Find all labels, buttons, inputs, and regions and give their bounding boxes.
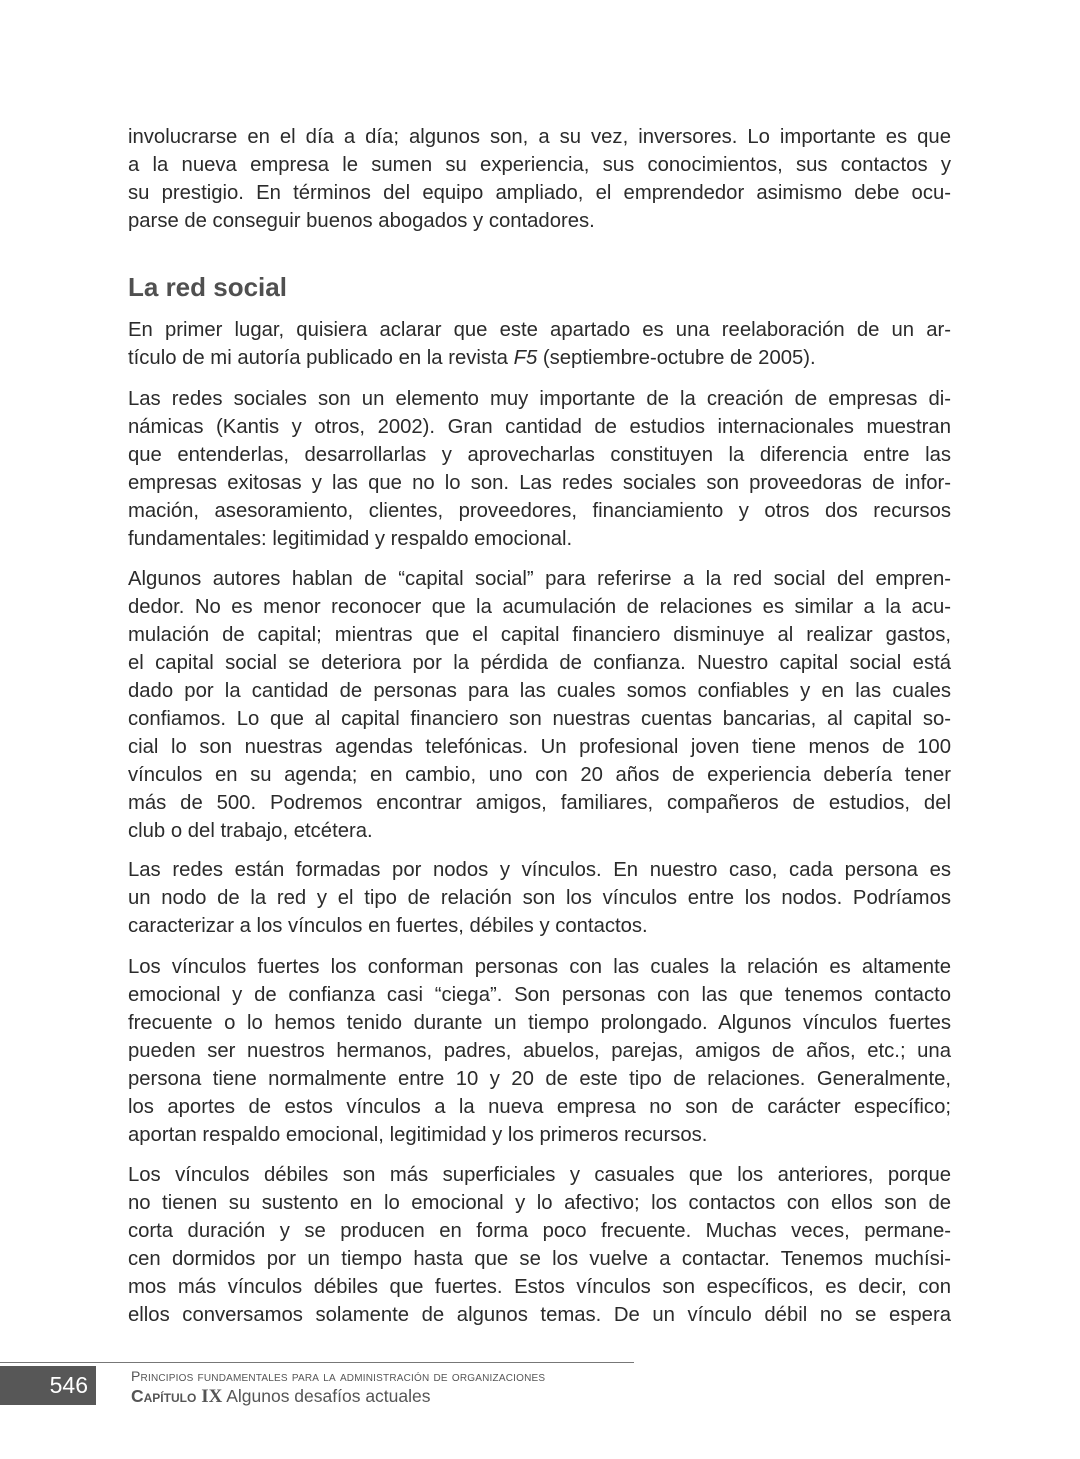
footer-divider bbox=[0, 1362, 634, 1363]
text-line: persona tiene normalmente entre 10 y 20 de este tipo de relaciones. Generalmente, bbox=[128, 1068, 951, 1090]
text-line: pueden ser nuestros hermanos, padres, abuelos, parejas, amigos de años, etc.; una bbox=[128, 1040, 951, 1062]
paragraph bbox=[128, 385, 951, 553]
text-line: su prestigio. En términos del equipo ampliado, el emprendedor asimismo debe ocu- bbox=[128, 182, 951, 204]
text-line: mulación de capital; mientras que el capital financiero disminuye al realizar gastos, bbox=[128, 624, 951, 646]
text-line: parse de conseguir buenos abogados y contadores. bbox=[128, 210, 595, 232]
text-line: que entenderlas, desarrollarlas y aprovecharlas constituyen la diferencia entre las bbox=[128, 444, 951, 466]
text-line: el capital social se deteriora por la pérdida de confianza. Nuestro capital social está bbox=[128, 652, 951, 674]
text-line: confiamos. Lo que al capital financiero son nuestras cuentas bancarias, al capital so- bbox=[128, 708, 951, 730]
paragraph bbox=[128, 1161, 951, 1329]
text-line: fundamentales: legitimidad y respaldo emocional. bbox=[128, 528, 573, 550]
text-line: Las redes están formadas por nodos y vínculos. En nuestro caso, cada persona es bbox=[128, 859, 951, 881]
text-line: ellos conversamos solamente de algunos temas. De un vínculo débil no se espera bbox=[128, 1304, 951, 1326]
text-line: Los vínculos débiles son más superficiales y casuales que los anteriores, porque bbox=[128, 1164, 951, 1186]
paragraph-intro bbox=[128, 316, 951, 372]
text-line: vínculos en su agenda; en cambio, uno con 20 años de experiencia debería tener bbox=[128, 764, 951, 786]
text-line: cial lo son nuestras agendas telefónicas. Un profesional joven tiene menos de 100 bbox=[128, 736, 951, 758]
text-line: no tienen su sustento en lo emocional y lo afectivo; los contactos con ellos son de bbox=[128, 1192, 951, 1214]
text-line: tículo de mi autoría publicado en la revista F5 (septiembre-octubre de 2005). bbox=[128, 347, 816, 369]
paragraph-continued bbox=[128, 123, 951, 235]
text-line: Las redes sociales son un elemento muy importante de la creación de empresas di- bbox=[128, 388, 951, 410]
text-line: Los vínculos fuertes los conforman personas con las cuales la relación es altamente bbox=[128, 956, 951, 978]
text-line: mos más vínculos débiles que fuertes. Estos vínculos son específicos, es decir, con bbox=[128, 1276, 951, 1298]
text-line: Algunos autores hablan de “capital social” para referirse a la red social del empren- bbox=[128, 568, 951, 590]
text-line: un nodo de la red y el tipo de relación son los vínculos entre los nodos. Podríamos bbox=[128, 887, 951, 909]
book-title: Principios fundamentales para la administración de organizaciones bbox=[131, 1368, 546, 1384]
chapter-title: Capítulo IX Algunos desafíos actuales bbox=[131, 1386, 431, 1407]
text-line: involucrarse en el día a día; algunos son, a su vez, inversores. Lo importante es que bbox=[128, 126, 951, 148]
section-heading: La red social bbox=[128, 272, 287, 302]
text-line: emocional y de confianza casi “ciega”. Son personas con las que tenemos contacto bbox=[128, 984, 951, 1006]
text-line: aportan respaldo emocional, legitimidad y los primeros recursos. bbox=[128, 1124, 708, 1146]
text-line: a la nueva empresa le sumen su experiencia, sus conocimientos, sus contactos y bbox=[128, 154, 951, 176]
page-number: 546 bbox=[0, 1366, 96, 1405]
text-line: más de 500. Podremos encontrar amigos, familiares, compañeros de estudios, del bbox=[128, 792, 951, 814]
text-line: En primer lugar, quisiera aclarar que este apartado es una reelaboración de un ar- bbox=[128, 319, 951, 341]
paragraph bbox=[128, 953, 951, 1149]
paragraph bbox=[128, 565, 951, 845]
text-line: námicas (Kantis y otros, 2002). Gran cantidad de estudios internacionales muestran bbox=[128, 416, 951, 438]
text-line: mación, asesoramiento, clientes, proveedores, financiamiento y otros dos recursos bbox=[128, 500, 951, 522]
text-line: los aportes de estos vínculos a la nueva empresa no son de carácter específico; bbox=[128, 1096, 951, 1118]
text-line: cen dormidos por un tiempo hasta que se los vuelve a contactar. Tenemos muchísi- bbox=[128, 1248, 951, 1270]
text-line: dado por la cantidad de personas para las cuales somos confiables y en las cuales bbox=[128, 680, 951, 702]
text-line: frecuente o lo hemos tenido durante un tiempo prolongado. Algunos vínculos fuertes bbox=[128, 1012, 951, 1034]
text-line: empresas exitosas y las que no lo son. Las redes sociales son proveedoras de infor- bbox=[128, 472, 951, 494]
paragraph bbox=[128, 856, 951, 940]
text-line: caracterizar a los vínculos en fuertes, débiles y contactos. bbox=[128, 915, 648, 937]
text-line: dedor. No es menor reconocer que la acumulación de relaciones es similar a la acu- bbox=[128, 596, 951, 618]
text-line: corta duración y se producen en forma poco frecuente. Muchas veces, permane- bbox=[128, 1220, 951, 1242]
text-line: club o del trabajo, etcétera. bbox=[128, 820, 373, 842]
